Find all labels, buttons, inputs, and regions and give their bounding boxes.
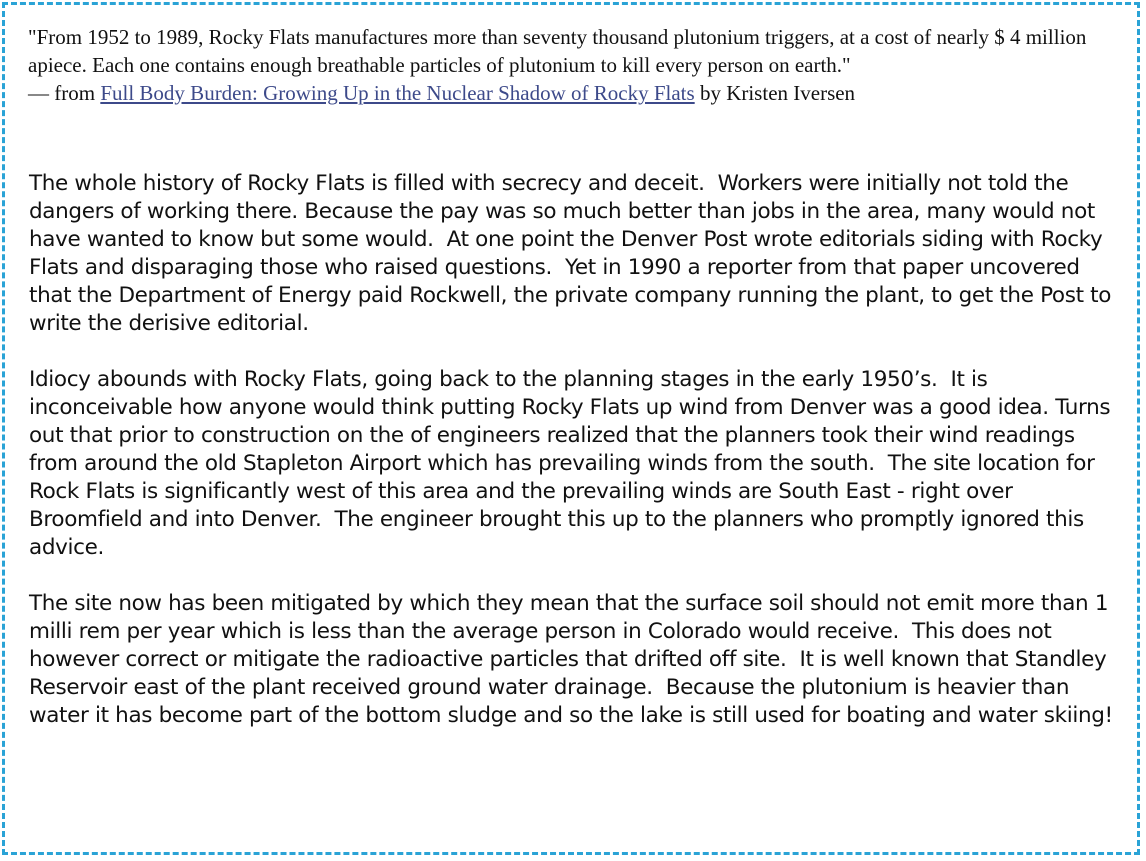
dashed-frame (2, 2, 1140, 855)
attribution-prefix: — from (28, 81, 101, 105)
attribution-author: by Kristen Iversen (694, 81, 856, 105)
quote-attribution (28, 79, 1128, 107)
paragraph-history: The whole history of Rocky Flats is filled with secrecy and deceit. Workers were initially not told the dangers of working there. Because the pay was so much better than jobs in the area, many would not have wanted to know but some would. At one point the Denver Post wrote editorials siding with Rocky Flats and disparaging those who raised questions. Yet in 1990 a reporter from that paper uncovered that the Department of Energy paid Rockwell, the private company running the plant, to get the Post to write the derisive editorial. (29, 171, 1118, 336)
paragraph-idiocy: Idiocy abounds with Rocky Flats, going back to the planning stages in the early 1950’s. It is inconceivable how anyone would think putting Rocky Flats up wind from Denver was a good idea. Turns out that prior to construction on the of engineers realized that the planners took their wind readings from around the old Stapleton Airport which has prevailing winds from the south. The site location for Rock Flats is significantly west of this area and the prevailing winds are South East - right over Broomfield and into Denver. The engineer brought this up to the planners who promptly ignored this advice. (29, 367, 1117, 560)
paragraph-mitigation: The site now has been mitigated by which they mean that the surface soil should not emit more than 1 milli rem per year which is less than the average person in Colorado would receive. This does not however correct or mitigate the radioactive particles that drifted off site. It is well known that Standley Reservoir east of the plant received ground water drainage. Because the plutonium is heavier than water it has become part of the bottom sludge and so the lake is still used for boating and water skiing! (29, 591, 1115, 728)
quote-text: "From 1952 to 1989, Rocky Flats manufactures more than seventy thousand plutonium triggers, at a cost of nearly $ 4 million apiece. Each one contains enough breathable particles of plutonium to kill every person on earth." (28, 25, 1087, 77)
book-title-link[interactable]: Full Body Burden: Growing Up in the Nuclear Shadow of Rocky Flats (100, 81, 695, 105)
quote-block (28, 23, 1128, 107)
article-body (29, 170, 1124, 758)
